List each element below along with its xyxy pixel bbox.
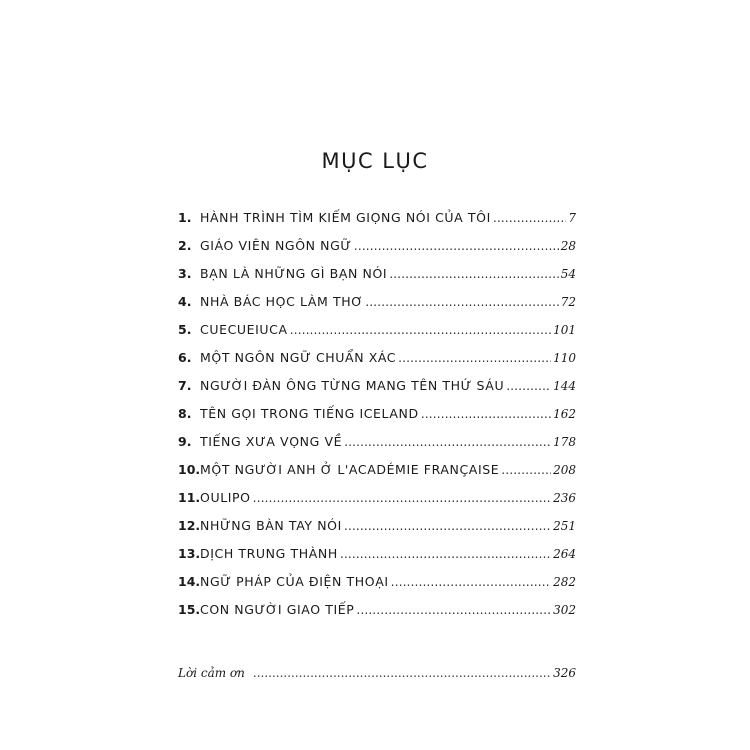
toc-number: 13. <box>178 546 201 561</box>
dot-leader <box>340 546 551 561</box>
dot-leader <box>391 574 551 589</box>
dot-leader <box>344 518 551 533</box>
toc-entry-7 <box>178 378 576 406</box>
toc-entry-4 <box>178 294 576 322</box>
dot-leader <box>290 322 551 337</box>
acknowledgements-page-number: 326 <box>553 666 576 680</box>
toc-page-number: 162 <box>553 407 576 421</box>
table-of-contents <box>178 210 576 630</box>
toc-page-number: 7 <box>568 211 576 225</box>
toc-entry-12 <box>178 518 576 546</box>
dot-leader <box>501 462 551 477</box>
toc-number: 15. <box>178 602 201 617</box>
toc-label: CUECUEIUCA <box>200 322 288 337</box>
toc-number: 14. <box>178 574 201 589</box>
dot-leader <box>356 602 551 617</box>
dot-leader <box>365 294 558 309</box>
toc-page-number: 72 <box>560 295 576 309</box>
toc-label: NHỮNG BÀN TAY NÓI <box>200 518 342 533</box>
page-title: MỤC LỤC <box>321 149 429 174</box>
toc-label: GIÁO VIÊN NGÔN NGỮ <box>200 238 352 253</box>
toc-page-number: 302 <box>553 603 576 617</box>
dot-leader <box>344 434 551 449</box>
toc-entry-9 <box>178 434 576 462</box>
acknowledgements-label: Lời cảm ơn <box>178 666 245 680</box>
toc-page-number: 110 <box>553 351 576 365</box>
toc-number: 4. <box>178 294 192 309</box>
toc-entry-13 <box>178 546 576 574</box>
toc-entry-10 <box>178 462 576 490</box>
toc-label: NHÀ BÁC HỌC LÀM THƠ <box>200 294 364 309</box>
dot-leader <box>253 666 551 680</box>
dot-leader <box>398 350 551 365</box>
toc-number: 1. <box>178 210 192 225</box>
toc-page-number: 236 <box>553 491 576 505</box>
toc-number: 2. <box>178 238 192 253</box>
toc-label: CON NGƯỜI GIAO TIẾP <box>200 602 355 617</box>
toc-page-number: 282 <box>553 575 576 589</box>
toc-entry-8 <box>178 406 576 434</box>
toc-number: 5. <box>178 322 192 337</box>
toc-number: 9. <box>178 434 192 449</box>
toc-page-number: 251 <box>553 519 576 533</box>
toc-page-number: 264 <box>553 547 576 561</box>
toc-number: 7. <box>178 378 192 393</box>
toc-number: 6. <box>178 350 192 365</box>
toc-entry-15 <box>178 602 576 630</box>
toc-entry-2 <box>178 238 576 266</box>
toc-label: MỘT NGƯỜI ANH Ở L'ACADÉMIE FRANÇAISE <box>200 462 500 477</box>
toc-number: 3. <box>178 266 192 281</box>
toc-label: HÀNH TRÌNH TÌM KIẾM GIỌNG NÓI CỦA TÔI <box>200 210 491 225</box>
dot-leader <box>506 378 551 393</box>
toc-number: 8. <box>178 406 192 421</box>
toc-entry-3 <box>178 266 576 294</box>
dot-leader <box>389 266 559 281</box>
toc-entry-5 <box>178 322 576 350</box>
toc-number: 10. <box>178 462 201 477</box>
toc-entry-acknowledgements <box>178 666 576 680</box>
dot-leader <box>493 210 567 225</box>
toc-label: NGƯỜI ĐÀN ÔNG TỪNG MANG TÊN THỨ SÁU <box>200 378 505 393</box>
dot-leader <box>421 406 551 421</box>
toc-page-number: 144 <box>553 379 576 393</box>
toc-entry-11 <box>178 490 576 518</box>
dot-leader <box>354 238 559 253</box>
toc-entry-1 <box>178 210 576 238</box>
dot-leader <box>253 490 551 505</box>
toc-page-number: 101 <box>553 323 576 337</box>
toc-label: NGỮ PHÁP CỦA ĐIỆN THOẠI <box>200 574 389 589</box>
toc-page-number: 28 <box>560 239 576 253</box>
toc-entry-6 <box>178 350 576 378</box>
toc-number: 12. <box>178 518 201 533</box>
toc-page-number: 54 <box>560 267 576 281</box>
toc-page-number: 208 <box>553 463 576 477</box>
toc-label: TIẾNG XƯA VỌNG VỀ <box>200 434 343 449</box>
toc-label: TÊN GỌI TRONG TIẾNG ICELAND <box>200 406 419 421</box>
toc-label: DỊCH TRUNG THÀNH <box>200 546 338 561</box>
toc-label: BẠN LÀ NHỮNG GÌ BẠN NÓI <box>200 266 388 281</box>
toc-entry-14 <box>178 574 576 602</box>
toc-label: MỘT NGÔN NGỮ CHUẨN XÁC <box>200 350 397 365</box>
toc-label: OULIPO <box>200 490 251 505</box>
toc-page-number: 178 <box>553 435 576 449</box>
toc-number: 11. <box>178 490 201 505</box>
